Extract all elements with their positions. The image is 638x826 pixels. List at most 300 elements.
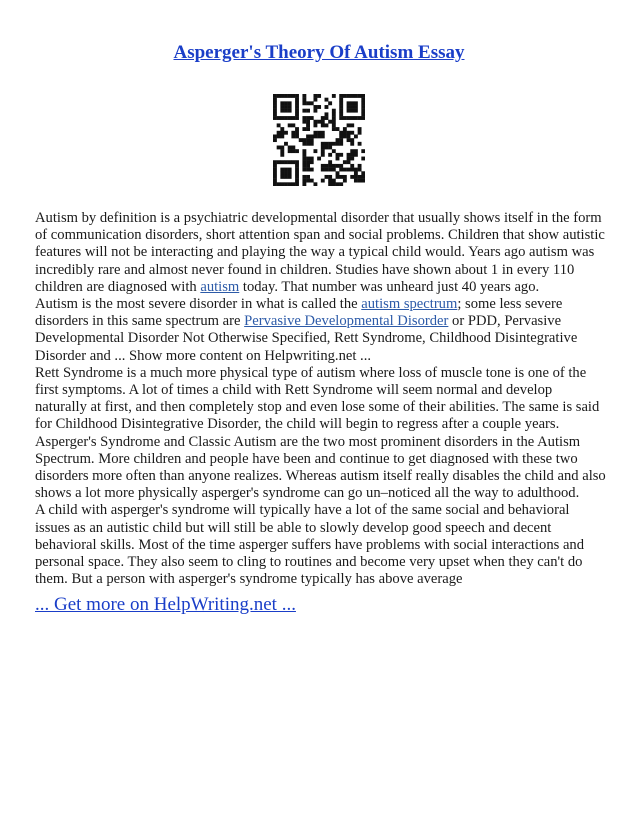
qr-module	[336, 164, 340, 168]
qr-module	[343, 168, 347, 172]
qr-module	[306, 116, 310, 120]
qr-module	[336, 138, 340, 142]
qr-module	[284, 109, 288, 113]
qr-module	[339, 175, 343, 179]
qr-module	[295, 131, 299, 135]
qr-module	[361, 171, 365, 175]
qr-module	[339, 94, 343, 98]
qr-module	[339, 101, 343, 105]
qr-module	[313, 120, 317, 124]
qr-module	[321, 116, 325, 120]
qr-module	[343, 179, 347, 183]
qr-module	[284, 168, 288, 172]
qr-module	[350, 101, 354, 105]
qr-module	[310, 101, 314, 105]
qr-module	[332, 142, 336, 146]
qr-module	[350, 168, 354, 172]
qr-module	[321, 168, 325, 172]
qr-module	[358, 94, 362, 98]
qr-module	[354, 116, 358, 120]
qr-module	[288, 175, 292, 179]
qr-module	[302, 127, 306, 131]
qr-module	[328, 160, 332, 164]
qr-module	[310, 138, 314, 142]
qr-module	[328, 164, 332, 168]
qr-module	[347, 101, 351, 105]
qr-module	[295, 164, 299, 168]
qr-module	[358, 164, 362, 168]
qr-module	[277, 94, 281, 98]
qr-module	[339, 116, 343, 120]
qr-module	[313, 149, 317, 153]
qr-module	[291, 160, 295, 164]
qr-module	[317, 134, 321, 138]
qr-module	[317, 157, 321, 161]
qr-module	[295, 94, 299, 98]
qr-module	[343, 94, 347, 98]
qr-module	[306, 123, 310, 127]
paragraph-text: Autism is the most severe disorder in what is called the	[35, 296, 362, 313]
qr-module	[302, 101, 306, 105]
qr-module	[325, 105, 329, 109]
qr-module	[302, 168, 306, 172]
qr-module	[317, 120, 321, 124]
qr-module	[280, 116, 284, 120]
qr-module	[321, 142, 325, 146]
qr-module	[302, 138, 306, 142]
qr-code	[273, 94, 365, 186]
qr-module	[354, 175, 358, 179]
qr-module	[358, 175, 362, 179]
qr-module	[288, 123, 292, 127]
qr-module	[280, 153, 284, 157]
qr-module	[347, 157, 351, 161]
qr-module	[277, 116, 281, 120]
qr-module	[306, 120, 310, 124]
qr-module	[295, 134, 299, 138]
qr-module	[321, 179, 325, 183]
qr-module	[288, 146, 292, 150]
qr-module	[343, 134, 347, 138]
qr-module	[347, 109, 351, 113]
qr-module	[325, 116, 329, 120]
qr-module	[273, 101, 277, 105]
qr-module	[332, 179, 336, 183]
qr-module	[310, 134, 314, 138]
qr-module	[339, 168, 343, 172]
qr-module	[291, 146, 295, 150]
paragraph-text: Autism by definition is a psychiatric developmental disorder that usually shows itself in the form of communication disorders, short attention span and social problems. Children that show autistic features will not be interacting and playing the way a typical child would. Years ago autism was incredibly rare and almost never found in children. Studies have shown about 1 in every 110 children are diagnosed with	[35, 210, 605, 295]
qr-module	[350, 149, 354, 153]
qr-module	[317, 94, 321, 98]
qr-module	[302, 149, 306, 153]
qr-module	[291, 149, 295, 153]
qr-module	[313, 123, 317, 127]
qr-module	[302, 153, 306, 157]
qr-module	[306, 101, 310, 105]
qr-module	[313, 131, 317, 135]
qr-module	[347, 123, 351, 127]
qr-module	[321, 123, 325, 127]
qr-module	[350, 157, 354, 161]
qr-module	[284, 182, 288, 186]
qr-module	[273, 109, 277, 113]
qr-module	[321, 120, 325, 124]
qr-module	[354, 101, 358, 105]
qr-module	[280, 94, 284, 98]
qr-module	[302, 116, 306, 120]
qr-module	[306, 168, 310, 172]
qr-module	[280, 160, 284, 164]
qr-module	[361, 105, 365, 109]
qr-module	[350, 94, 354, 98]
qr-module	[295, 160, 299, 164]
qr-module	[273, 112, 277, 116]
qr-module	[273, 179, 277, 183]
qr-module	[277, 182, 281, 186]
qr-module	[277, 146, 281, 150]
qr-module	[288, 171, 292, 175]
qr-module	[313, 109, 317, 113]
qr-module	[306, 164, 310, 168]
more-link-container	[35, 594, 296, 616]
qr-module	[295, 98, 299, 102]
qr-module	[288, 149, 292, 153]
qr-module	[328, 101, 332, 105]
qr-module	[280, 146, 284, 150]
qr-module	[306, 175, 310, 179]
qr-module	[354, 171, 358, 175]
qr-module	[361, 101, 365, 105]
qr-code-icon	[273, 94, 365, 186]
qr-module	[273, 134, 277, 138]
qr-module	[302, 182, 306, 186]
qr-module	[347, 168, 351, 172]
qr-module	[361, 179, 365, 183]
qr-module	[280, 109, 284, 113]
qr-module	[280, 168, 284, 172]
qr-module	[295, 127, 299, 131]
qr-module	[302, 142, 306, 146]
qr-module	[321, 131, 325, 135]
qr-module	[343, 160, 347, 164]
qr-module	[328, 182, 332, 186]
qr-module	[328, 179, 332, 183]
qr-module	[361, 98, 365, 102]
qr-module	[339, 109, 343, 113]
qr-module	[284, 175, 288, 179]
qr-module	[302, 175, 306, 179]
qr-module	[313, 105, 317, 109]
qr-module	[350, 138, 354, 142]
qr-module	[302, 109, 306, 113]
qr-module	[358, 131, 362, 135]
qr-module	[273, 160, 277, 164]
paragraph-text: ; some less severe disorders in this same spectrum are	[35, 296, 563, 330]
qr-module	[310, 168, 314, 172]
qr-module	[339, 164, 343, 168]
qr-module	[310, 142, 314, 146]
qr-module	[339, 142, 343, 146]
qr-module	[332, 127, 336, 131]
qr-module	[288, 182, 292, 186]
qr-module	[284, 131, 288, 135]
paragraph-text: Asperger's Syndrome and Classic Autism are the two most prominent disorders in the Autism Spectrum. More children and people have been and continue to get diagnosed with these two disorders more often than anyone realizes. Whereas autism itself really disables the child and also shows a lot more physically asperger's syndrome can go un–noticed all the way to adulthood.	[35, 433, 606, 502]
qr-module	[332, 120, 336, 124]
qr-module	[295, 171, 299, 175]
inline-link[interactable]: Pervasive Developmental Disorder	[244, 313, 449, 330]
qr-module	[280, 171, 284, 175]
qr-module	[325, 168, 329, 172]
qr-module	[361, 116, 365, 120]
qr-module	[347, 131, 351, 135]
qr-module	[280, 175, 284, 179]
qr-module	[273, 98, 277, 102]
qr-module	[306, 179, 310, 183]
qr-module	[358, 142, 362, 146]
qr-module	[306, 160, 310, 164]
qr-module	[325, 98, 329, 102]
qr-module	[332, 168, 336, 172]
paragraph-text: today. That number was unheard just 40 years ago.	[239, 278, 540, 295]
qr-module	[325, 175, 329, 179]
qr-module	[354, 179, 358, 183]
qr-module	[361, 157, 365, 161]
qr-module	[350, 131, 354, 135]
qr-module	[295, 182, 299, 186]
qr-module	[277, 160, 281, 164]
qr-module	[354, 134, 358, 138]
qr-module	[332, 123, 336, 127]
qr-module	[284, 94, 288, 98]
qr-module	[343, 127, 347, 131]
qr-module	[347, 134, 351, 138]
qr-module	[328, 120, 332, 124]
qr-module	[354, 94, 358, 98]
qr-module	[328, 146, 332, 150]
qr-module	[328, 153, 332, 157]
get-more-link[interactable]: ... Get more on HelpWriting.net ...	[35, 594, 296, 615]
qr-module	[302, 164, 306, 168]
qr-module	[325, 164, 329, 168]
qr-module	[347, 94, 351, 98]
qr-module	[336, 175, 340, 179]
qr-module	[354, 105, 358, 109]
qr-module	[354, 153, 358, 157]
qr-module	[339, 112, 343, 116]
qr-module	[347, 105, 351, 109]
qr-module	[306, 127, 310, 131]
qr-module	[299, 138, 303, 142]
qr-module	[358, 127, 362, 131]
qr-module	[339, 153, 343, 157]
qr-module	[321, 153, 325, 157]
qr-module	[347, 153, 351, 157]
qr-module	[313, 98, 317, 102]
page-title	[0, 42, 638, 64]
qr-module	[295, 149, 299, 153]
qr-module	[354, 168, 358, 172]
qr-module	[280, 131, 284, 135]
qr-module	[325, 146, 329, 150]
qr-module	[339, 131, 343, 135]
body-paragraph	[35, 365, 607, 434]
qr-module	[306, 142, 310, 146]
qr-module	[273, 105, 277, 109]
qr-module	[284, 105, 288, 109]
qr-module	[288, 116, 292, 120]
qr-module	[273, 182, 277, 186]
qr-module	[280, 101, 284, 105]
qr-module	[310, 160, 314, 164]
qr-module	[328, 142, 332, 146]
qr-module	[295, 101, 299, 105]
qr-module	[302, 94, 306, 98]
qr-module	[328, 175, 332, 179]
qr-module	[288, 168, 292, 172]
qr-module	[310, 179, 314, 183]
qr-module	[273, 171, 277, 175]
qr-module	[295, 105, 299, 109]
qr-module	[354, 109, 358, 113]
qr-module	[280, 127, 284, 131]
qr-module	[291, 182, 295, 186]
inline-link[interactable]: autism	[200, 278, 240, 295]
qr-module	[347, 160, 351, 164]
qr-module	[295, 112, 299, 116]
qr-module	[277, 134, 281, 138]
qr-module	[310, 116, 314, 120]
paragraph-text: A child with asperger's syndrome will typically have a lot of the same social and behavioral issues as an autistic child but will still be able to slowly develop good speech and decent behavioral skills. Most of the time asperger suffers have problems with social interactions and personal space. They also seem to cling to routines and become very upset when they can't do them. But a person with asperger's syndrome typically has above average	[35, 502, 585, 588]
qr-module	[317, 131, 321, 135]
qr-module	[325, 123, 329, 127]
qr-module	[295, 109, 299, 113]
qr-module	[336, 182, 340, 186]
qr-module	[284, 171, 288, 175]
qr-module	[321, 164, 325, 168]
qr-module	[291, 131, 295, 135]
body-paragraph	[35, 434, 607, 503]
qr-module	[321, 146, 325, 150]
qr-module	[350, 116, 354, 120]
qr-module	[273, 116, 277, 120]
qr-module	[277, 131, 281, 135]
qr-module	[339, 105, 343, 109]
qr-module	[350, 105, 354, 109]
qr-module	[310, 157, 314, 161]
qr-module	[339, 98, 343, 102]
qr-module	[350, 164, 354, 168]
qr-module	[339, 134, 343, 138]
qr-module	[361, 149, 365, 153]
qr-module	[291, 123, 295, 127]
qr-module	[284, 142, 288, 146]
qr-module	[336, 127, 340, 131]
qr-module	[339, 182, 343, 186]
qr-module	[350, 142, 354, 146]
qr-module	[273, 138, 277, 142]
qr-module	[361, 109, 365, 113]
qr-module	[358, 179, 362, 183]
qr-module	[306, 134, 310, 138]
qr-module	[273, 164, 277, 168]
qr-module	[302, 157, 306, 161]
body-paragraph	[35, 210, 607, 296]
qr-module	[291, 134, 295, 138]
paragraph-text: or PDD, Pervasive Developmental Disorder Not Otherwise Specified, Rett Syndrome, Childhood Disintegrative Disorder and ... Show more content on Helpwriting.net ...	[35, 313, 578, 364]
qr-module	[325, 112, 329, 116]
qr-module	[280, 105, 284, 109]
qr-module	[332, 182, 336, 186]
qr-module	[273, 94, 277, 98]
qr-module	[291, 116, 295, 120]
inline-link[interactable]: autism spectrum	[361, 296, 458, 313]
body-paragraph	[35, 296, 607, 365]
qr-module	[280, 182, 284, 186]
qr-module	[284, 160, 288, 164]
qr-module	[321, 134, 325, 138]
qr-module	[277, 123, 281, 127]
qr-module	[336, 142, 340, 146]
qr-module	[332, 109, 336, 113]
qr-module	[295, 179, 299, 183]
qr-module	[332, 112, 336, 116]
qr-module	[339, 138, 343, 142]
qr-module	[313, 94, 317, 98]
qr-module	[302, 120, 306, 124]
qr-module	[328, 168, 332, 172]
qr-module	[284, 116, 288, 120]
qr-module	[350, 109, 354, 113]
qr-module	[350, 153, 354, 157]
qr-module	[361, 112, 365, 116]
qr-module	[280, 134, 284, 138]
qr-module	[358, 168, 362, 172]
qr-module	[306, 138, 310, 142]
qr-module	[273, 168, 277, 172]
qr-module	[291, 94, 295, 98]
qr-module	[358, 116, 362, 120]
qr-module	[306, 157, 310, 161]
qr-module	[302, 179, 306, 183]
qr-module	[350, 123, 354, 127]
qr-module	[302, 98, 306, 102]
qr-module	[288, 109, 292, 113]
qr-module	[343, 116, 347, 120]
qr-module	[336, 153, 340, 157]
qr-module	[295, 168, 299, 172]
qr-module	[350, 175, 354, 179]
qr-module	[336, 171, 340, 175]
qr-module	[288, 160, 292, 164]
qr-module	[343, 131, 347, 135]
qr-module	[332, 116, 336, 120]
qr-module	[273, 175, 277, 179]
qr-module	[288, 94, 292, 98]
qr-module	[347, 116, 351, 120]
qr-module	[284, 101, 288, 105]
qr-module	[332, 149, 336, 153]
qr-module	[325, 142, 329, 146]
paragraph-text: Rett Syndrome is a much more physical type of autism where loss of muscle tone is one of the first symptoms. A lot of times a child with Rett Syndrome will seem normal and develop naturally at first, and then completely stop and even lose some of their abilities. The same is said for Childhood Disintegrative Disorder, the child will begin to regress after a couple years.	[35, 364, 600, 433]
qr-module	[317, 105, 321, 109]
qr-module	[288, 101, 292, 105]
title-link[interactable]: Asperger's Theory Of Autism Essay	[173, 42, 465, 63]
qr-module	[280, 149, 284, 153]
qr-module	[336, 157, 340, 161]
qr-module	[313, 134, 317, 138]
qr-module	[332, 164, 336, 168]
